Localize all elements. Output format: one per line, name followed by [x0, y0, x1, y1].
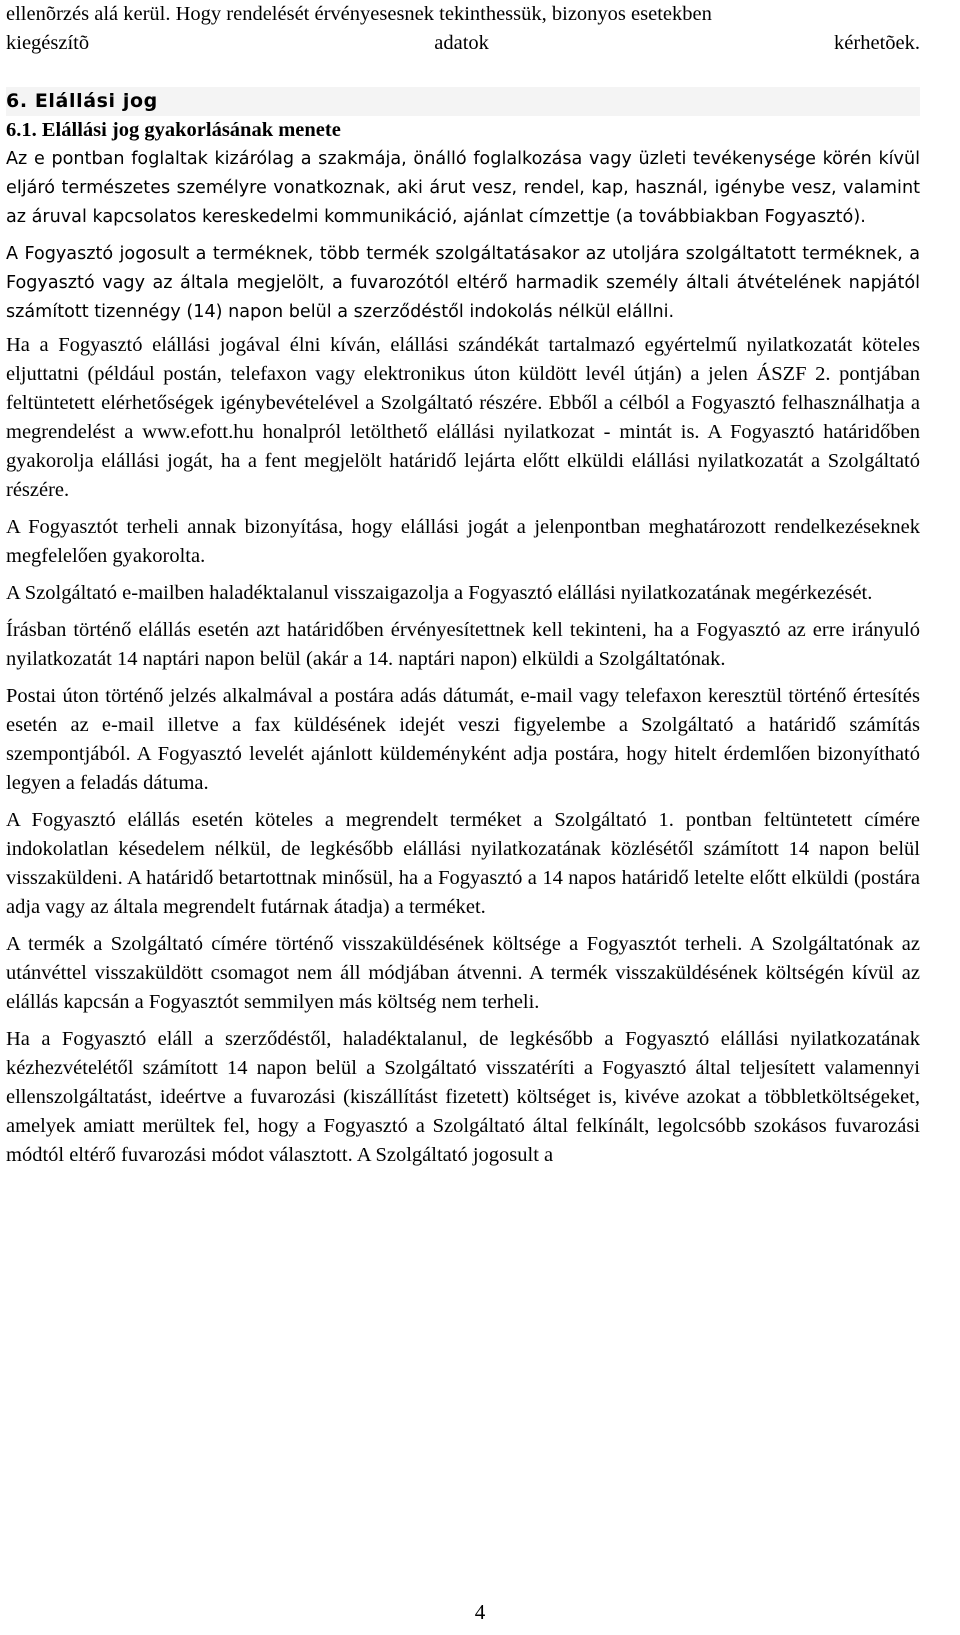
paragraph-email-confirmation: A Szolgáltató e-mailben haladéktalanul visszaigazolja a Fogyasztó elállási nyilatkozatának megérkezését.	[6, 582, 873, 604]
intro-line-1: ellenõrzés alá kerül. Hogy rendelését érvényesesnek tekinthessük, bizonyos esetekben	[6, 3, 712, 25]
paragraph-withdrawal-notice: Ha a Fogyasztó elállási jogával élni kíván, elállási szándékát tartalmazó egyértelmű nyilatkozatát köteles eljuttatni (például postán, telefaxon vagy elektronikus úton küldött levél útján) a jelen ÁSZF 2. pontjában feltüntetett elérhetőségek igénybevételével a Szolgáltató részére. Ebből a célból a Fogyasztó felhasználhatja a megrendelést a www.efott.hu honalpról letölthető elállási nyilatkozat - mintát is. A Fogyasztó határidőben gyakorolja elállási jogát, ha a fent megjelölt határidő lejárta előtt elküldi elállási nyilatkozatát a Szolgáltató részére.	[6, 334, 920, 501]
paragraph-postal-notice: Postai úton történő jelzés alkalmával a postára adás dátumát, e-mail vagy telefaxon keresztül történő értesítés esetén az e-mail illetve a fax küldésének idejét veszi figyelembe a Szolgáltató a határidő számítás szempontjából. A Fogyasztó levelét ajánlott küldeményként adja postára, hogy hitelt érdemlően bizonyítható legyen a feladás dátuma.	[6, 685, 920, 794]
section-heading-band	[6, 87, 920, 116]
page-number: 4	[474, 1600, 486, 1624]
paragraph-refund: Ha a Fogyasztó eláll a szerződéstől, haladéktalanul, de legkésőbb a Fogyasztó elállási nyilatkozatának kézhezvételétől számított 14 napon belül a Szolgáltató visszatéríti a Fogyasztó által teljesített valamennyi ellenszolgáltatást, ideértve a fuvarozási (kiszállítást fizetett) költséget is, kivéve azokat a többletköltségeket, amelyek amiatt merültek fel, hogy a Fogyasztó a Szolgáltató által felkínált, legolcsóbb szokásos fuvarozási módtól eltérő fuvarozási módot választott. A Szolgáltató jogosult a	[6, 1028, 920, 1166]
paragraph-return-obligation: A Fogyasztó elállás esetén köteles a megrendelt terméket a Szolgáltató 1. pontban feltüntetett címére indokolatlan késedelem nélkül, de legkésőbb elállási nyilatkozatának közlésétől számított 14 napon belül visszaküldeni. A határidő betartottnak minősül, ha a Fogyasztó a 14 napos határidő letelte előtt elküldi (postára adja vagy az általa megrendelt futárnak átadja) a terméket.	[6, 809, 920, 918]
section-heading: 6. Elállási jog	[6, 90, 158, 112]
intro-line-2: kiegészítõ adatok kérhetõek.	[6, 32, 920, 54]
section-subheading: 6.1. Elállási jog gyakorlásának menete	[6, 119, 341, 141]
document-page	[6, 0, 920, 1170]
paragraph-written-withdrawal: Írásban történő elállás esetén azt határidőben érvényesítettnek kell tekinteni, ha a Fogyasztó az erre irányuló nyilatkozatát 14 naptári napon belül (akár a 14. naptári napon) elküldi a Szolgáltatónak.	[6, 619, 920, 670]
paragraph-consumer-definition: Az e pontban foglaltak kizárólag a szakmája, önálló foglalkozása vagy üzleti tevékenysége körén kívül eljáró természetes személyre vonatkoznak, aki árut vesz, rendel, kap, használ, igénybe vesz, valamint az áruval kapcsolatos kereskedelmi kommunikáció, ajánlat címzettje (a továbbiakban Fogyasztó).	[6, 149, 920, 227]
paragraph-withdrawal-right: A Fogyasztó jogosult a terméknek, több termék szolgáltatásakor az utoljára szolgáltatott terméknek, a Fogyasztó vagy az általa megjelölt, a fuvarozótól eltérő harmadik személy általi átvételének napjától számított tizennégy (14) napon belül a szerződéstől indokolás nélkül elállni.	[6, 244, 920, 322]
paragraph-return-costs: A termék a Szolgáltató címére történő visszaküldésének költsége a Fogyasztót terheli. A Szolgáltatónak az utánvéttel visszaküldött csomagot nem áll módjában átvenni. A termék visszaküldésének költségén kívül az elállás kapcsán a Fogyasztót semmilyen más költség nem terheli.	[6, 933, 920, 1013]
paragraph-burden-of-proof: A Fogyasztót terheli annak bizonyítása, hogy elállási jogát a jelenpontban meghatározott rendelkezéseknek megfelelően gyakorolta.	[6, 516, 920, 567]
